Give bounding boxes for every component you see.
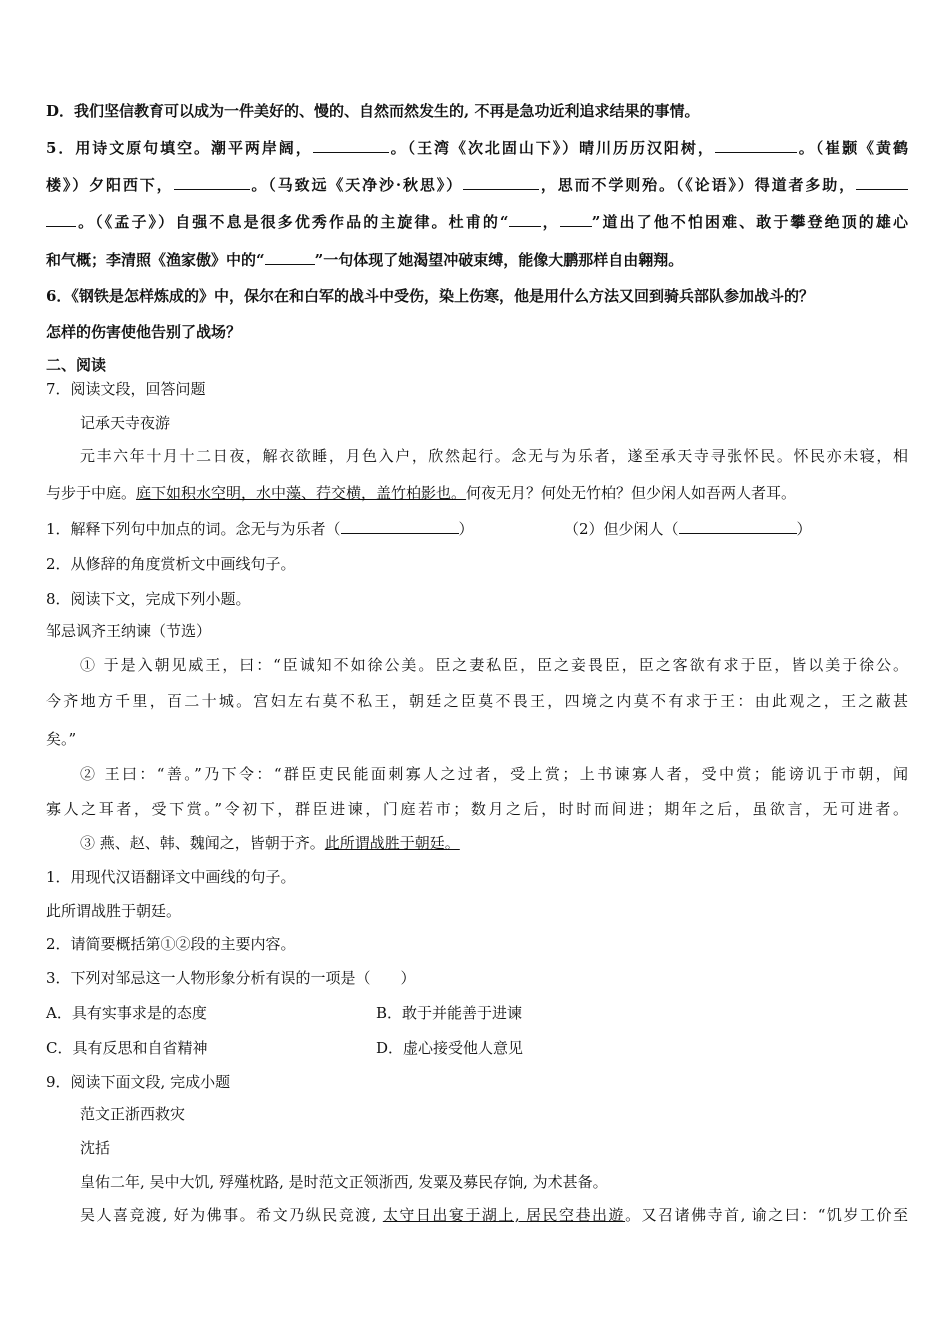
q9-passage-title: 范文正浙西救灾: [80, 1105, 186, 1123]
q8-intro: 8．阅读下文，完成下列小题。: [46, 590, 251, 608]
q8-paragraph-1-line-2: 今齐地方千里，百二十城。宫妇左右莫不私王，朝廷之臣莫不畏王，四境之内莫不有求于王：由此观之，王之蔽甚: [46, 692, 908, 710]
q9-passage-line-1: 皇佑二年, 吴中大饥, 殍殣枕路, 是时范文正领浙西, 发粟及募民存饷, 为术甚备。: [80, 1173, 608, 1191]
q7-subquestion-1: 1．解释下列句中加点的词。念无与为乐者（ ） （2）但少闲人（ ）: [46, 520, 812, 538]
answer-blank[interactable]: [265, 249, 315, 265]
q7-subquestion-2: 2．从修辞的角度赏析文中画线句子。: [46, 555, 296, 573]
answer-blank[interactable]: [509, 211, 541, 227]
q5-line-3: 。（《孟子》）自强不息是很多优秀作品的主旋律。杜甫的“ ， ”道出了他不怕困难、敢于攀登绝顶的雄心: [46, 211, 908, 232]
answer-blank[interactable]: [679, 518, 797, 534]
q5-line-1: 5．用诗文原句填空。潮平两岸阔， 。（王湾《次北固山下》）晴川历历汉阳树， 。（崔颢《黄鹤: [46, 139, 908, 157]
q8-options-row-1: [46, 1003, 908, 1023]
answer-blank[interactable]: [174, 174, 250, 190]
option-c[interactable]: C．具有反思和自省精神: [46, 1039, 208, 1057]
q5-line-2: 楼》）夕阳西下， 。（马致远《天净沙·秋思》） ，思而不学则殆。（《论语》）得道者多助，: [46, 174, 908, 195]
q9-passage-line-2: 吴人喜竞渡, 好为佛事。希文乃纵民竞渡, 太守日出宴于湖上, 居民空巷出遊。又召诸佛寺首, 谕之曰：“饥岁工价至: [80, 1206, 908, 1224]
q7-intro: 7．阅读文段，回答问题: [46, 380, 206, 398]
q8-paragraph-1-line-3: 矣。”: [46, 730, 77, 748]
q8-subquestion-3: 3．下列对邹忌这一人物形象分析有误的一项是（ ）: [46, 969, 416, 987]
q9-intro: 9．阅读下面文段, 完成小题: [46, 1073, 231, 1091]
q9-passage-author: 沈括: [80, 1139, 111, 1157]
underlined-sentence: 庭下如积水空明，水中藻、荇交横，盖竹柏影也。: [136, 484, 467, 502]
answer-blank[interactable]: [463, 174, 539, 190]
answer-blank[interactable]: [46, 211, 76, 227]
option-d[interactable]: D．虚心接受他人意见: [376, 1039, 524, 1057]
q6-line-2: 怎样的伤害使他告别了战场？: [46, 323, 242, 341]
answer-blank[interactable]: [313, 137, 389, 153]
q8-subquestion-1-sentence: 此所谓战胜于朝廷。: [46, 902, 182, 920]
q4-option-d: D．我们坚信教育可以成为一件美好的、慢的、自然而然发生的, 不再是急功近利追求结果的事情。: [46, 102, 700, 120]
q8-paragraph-3: ③ 燕、赵、韩、魏闻之，皆朝于齐。此所谓战胜于朝廷。: [80, 834, 460, 852]
underlined-sentence: 此所谓战胜于朝廷。: [324, 834, 460, 852]
section-heading-reading: 二、阅读: [46, 356, 107, 374]
q7-passage-line-1: 元丰六年十月十二日夜，解衣欲睡，月色入户，欣然起行。念无与为乐者，遂至承天寺寻张怀民。怀民亦未寝，相: [80, 447, 908, 465]
q6-line-1: 6．《钢铁是怎样炼成的》中，保尔在和白军的战斗中受伤，染上伤寒，他是用什么方法又回到骑兵部队参加战斗的？: [46, 287, 814, 305]
q8-paragraph-2-line-2: 寡人之耳者，受下赏。”令初下，群臣进谏，门庭若市；数月之后，时时而间进；期年之后，虽欲言，无可进者。: [46, 800, 908, 818]
q8-subquestion-1: 1．用现代汉语翻译文中画线的句子。: [46, 868, 296, 886]
q7-passage-line-2: 与步于中庭。庭下如积水空明，水中藻、荇交横，盖竹柏影也。何夜无月？何处无竹柏？但少闲人如吾两人者耳。: [46, 484, 797, 502]
q5-line-4: 和气概；李清照《渔家傲》中的“ ”一句体现了她渴望冲破束缚，能像大鹏那样自由翱翔。: [46, 251, 684, 269]
q8-subquestion-2: 2．请简要概括第①②段的主要内容。: [46, 935, 296, 953]
answer-blank[interactable]: [856, 174, 908, 190]
q8-options-row-2: [46, 1038, 908, 1058]
answer-blank[interactable]: [341, 518, 459, 534]
option-b[interactable]: B．敢于并能善于进谏: [376, 1004, 523, 1022]
q8-passage-title: 邹忌讽齐王纳谏（节选）: [46, 622, 212, 640]
underlined-sentence: 太守日出宴于湖上, 居民空巷出遊: [382, 1206, 626, 1224]
q7-passage-title: 记承天寺夜游: [80, 414, 171, 432]
answer-blank[interactable]: [715, 137, 797, 153]
q8-paragraph-2-line-1: ② 王曰：“善。”乃下令：“群臣吏民能面刺寡人之过者，受上赏；上书谏寡人者，受中赏；能谤讥于市朝，闻: [80, 765, 908, 783]
answer-blank[interactable]: [560, 211, 592, 227]
q8-paragraph-1-line-1: ① 于是入朝见威王，曰：“臣诚知不如徐公美。臣之妻私臣，臣之妾畏臣，臣之客欲有求于臣，皆以美于徐公。: [80, 656, 908, 674]
option-a[interactable]: A．具有实事求是的态度: [46, 1004, 207, 1022]
